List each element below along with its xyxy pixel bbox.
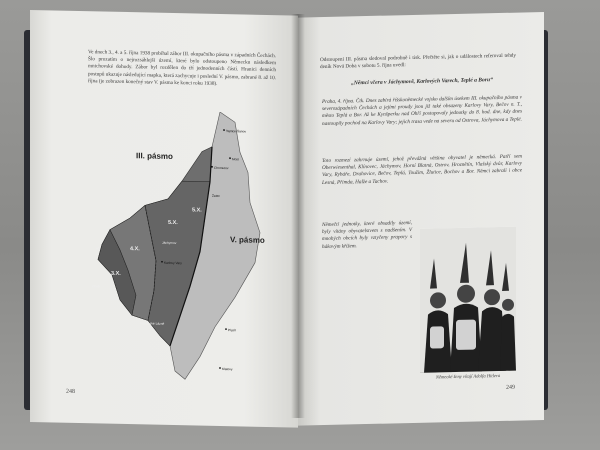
right-page-number: 249 [506, 384, 515, 391]
right-page [298, 12, 544, 426]
town-label: Mariánské Lázně [140, 321, 165, 326]
white-dress-detail [456, 320, 476, 350]
intro-paragraph: Ve dnech 3., 4. a 5. října 1938 probíhal zábor III. okupačního pásma v západních Čechách. Šlo prozatím o nejrozsáhlejší území, které bylo odstoupeno Německu následkem mnichovské dohody. Zábor byl rozdělen do tří jednodenních částí. Hranici denních postupů ukazuje následující mapka, která zachycuje i poslední V. pásmo, zabrané 8. až 10. října (je zobrazen konečný stav V. pásma ke konci roku 1938). [88, 49, 276, 87]
person-body [500, 314, 516, 371]
town-marker [219, 367, 221, 369]
occupation-zone-map [90, 109, 290, 388]
day-label-5b: 5.X. [192, 207, 202, 214]
town-label: Plzeň [228, 328, 236, 333]
town-label: Karlovy Vary [164, 260, 182, 266]
article-paragraph-2: Toto rozmezí zahrnuje území, jehož převážná většina obyvatel je německá. Patří sem Oberwiesenthal, Klínovec, Jáchymov, Horní Blatná, Ostrov, Hroznětín, Vlašský dvůr, Karlovy Vary, Rybáře, Drahovice, Bečov, Teplá, Toužim, Žlutice, Bochov a Bor. Němci zabrali i obce Lesná, Přimda, Halže a Tachov. [322, 153, 522, 186]
town-label: Cheb [92, 284, 100, 289]
town-label: Klatovy [222, 367, 233, 372]
left-page-number: 248 [66, 388, 75, 395]
town-marker [225, 328, 227, 330]
town-label: Aš [96, 246, 100, 251]
photo-crowd-illustration [420, 227, 516, 373]
left-page [30, 10, 298, 428]
historical-photo [420, 227, 516, 373]
day-label-3: 3.X. [111, 270, 121, 277]
map-svg [90, 109, 290, 388]
town-label: Most [232, 157, 239, 162]
top-paragraph: Odstoupení III. pásma sledoval podrobně i tisk. Přečtěte si, jak o událostech referoval tehdy deník Nová Doba v sobotu 5. října uvedl: [320, 52, 516, 71]
zone-iii-label: III. pásmo [136, 151, 173, 161]
day-label-4: 4.X. [130, 246, 140, 253]
article-paragraph-1: Praha, 4. října. Čtk. Dnes zabírá říšskoněmecké vojsko dalším úsekem III. okupačního pásma v severozápadních Čechách a jejími proudy jsou již také obsazeny Karlovy Vary, Bečov n. T., město Teplá a Bor. Až ke Kynšperku nad Ohří postupovaly jednotky do 8. hod. dne, kdy dnes nastoupily pochod na Karlovy Vary; jejich trasa vede na severu od Ostrova, Jáchymova a Teplé. [322, 94, 522, 127]
article-paragraph-3: Němečtí jednotky, které obsadily území, byly vítány obyvatelstvem s nadšením. V mnohých obcích byly vztyčeny prapory s hákovým křížem. [322, 219, 412, 250]
town-label: Chomutov [214, 165, 229, 171]
article-heading: „Němci včera v Jáchymově, Karlových Varech, Teplé a Boru“ [351, 77, 493, 87]
zone-v-label: V. pásmo [230, 235, 265, 245]
town-label: Jáchymov [162, 240, 177, 246]
town-label: Teplice-Šanov [226, 129, 247, 134]
day-label-5a: 5.X. [168, 219, 178, 227]
white-dress-detail [430, 326, 444, 348]
book-gutter-shadow [291, 14, 305, 418]
town-label: Žatec [212, 193, 220, 198]
photo-caption: Německé ženy vítají Adolfa Hitlera [435, 372, 501, 380]
